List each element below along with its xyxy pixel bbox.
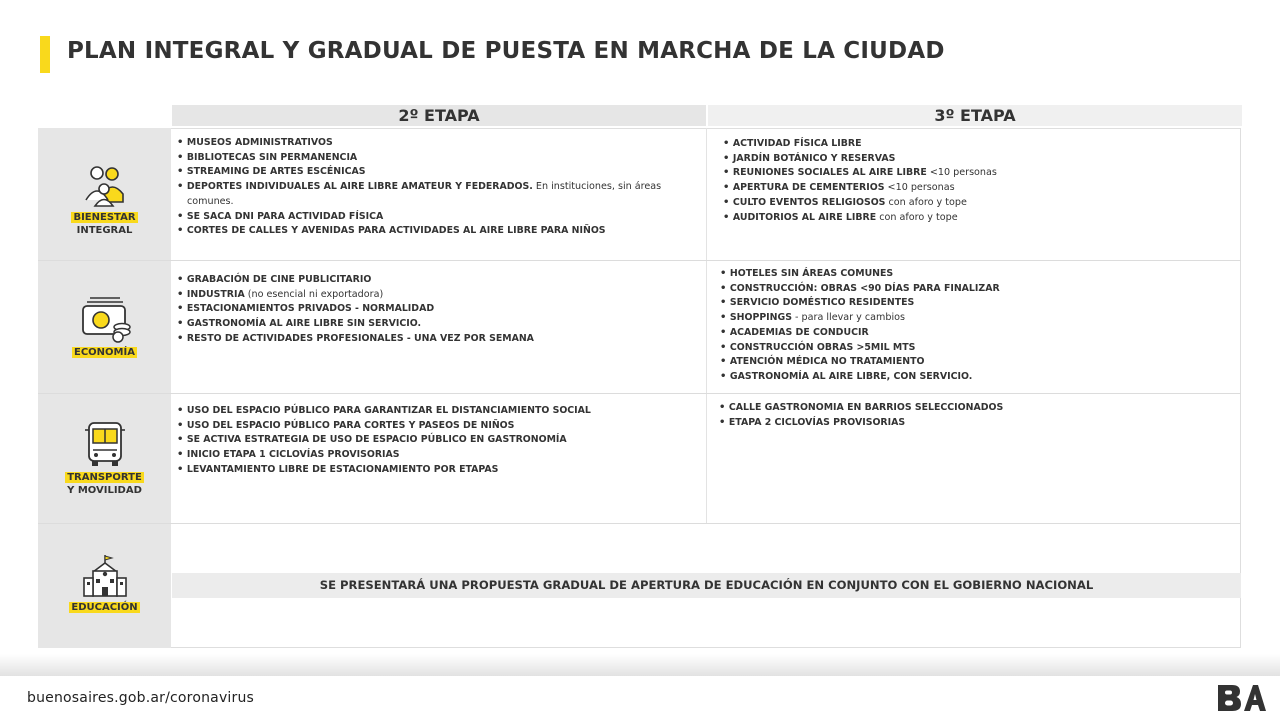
list-item-detail: <10 personas [884,182,955,194]
list-item-detail: - para llevar y cambios [791,312,906,324]
list-item [719,416,1229,431]
list-item [723,166,1233,181]
list-item-detail: con aforo y tope [876,211,958,223]
family-icon [81,162,129,208]
cell-transporte-stage2 [177,404,697,478]
school-icon [81,554,129,598]
footer-shadow [0,654,1280,676]
cell-economia-stage3 [720,267,1230,385]
category-educacion [38,554,171,614]
footer-url: buenosaires.gob.ar/coronavirus [27,690,255,706]
row-divider [38,260,1241,261]
category-label-highlight: ECONOMÍA [74,347,135,358]
list-item-bold: INICIO ETAPA 1 CICLOVÍAS PROVISORIAS [186,449,400,461]
list-item [720,326,1230,341]
row-divider [38,523,1241,524]
list-item [720,370,1230,385]
list-item [720,296,1230,311]
category-economia [38,295,171,359]
money-icon [78,295,132,343]
list-item [177,448,697,463]
list-item-bold: ACTIVIDAD FÍSICA LIBRE [732,138,862,149]
list-item [177,180,697,209]
list-item [177,404,697,419]
list-item-bold: CORTES DE CALLES Y AVENIDAS PARA ACTIVIDADES AL AIRE LIBRE PARA NIÑOS [186,225,606,237]
ba-logo-icon [1217,684,1267,712]
list-item-bold: USO DEL ESPACIO PÚBLICO PARA CORTES Y PASEOS DE NIÑOS [186,419,515,431]
list-item-bold: ETAPA 2 CICLOVÍAS PROVISORIAS [728,416,906,428]
list-item [177,332,697,347]
category-label-highlight: EDUCACIÓN [71,602,138,613]
category-label-highlight: TRANSPORTE [67,472,142,483]
list-item-bold: ATENCIÓN MÉDICA NO TRATAMIENTO [729,356,925,368]
category-label: INTEGRAL [76,225,133,236]
list-item-detail: En instituciones, sin áreas comunes. [187,181,662,207]
list-item-bold: CALLE GASTRONOMIA EN BARRIOS SELECCIONADOS [728,402,1004,413]
list-item-detail: (no esencial ni exportadora) [244,288,384,300]
list-item-bold: GASTRONOMÍA AL AIRE LIBRE SIN SERVICIO. [186,318,422,330]
list-item [177,273,697,288]
page-title: PLAN INTEGRAL Y GRADUAL DE PUESTA EN MARCHA DE LA CIUDAD [67,38,945,64]
list-item-bold: INDUSTRIA [186,288,245,300]
list-item-bold: BIBLIOTECAS SIN PERMANENCIA [186,151,358,163]
list-item-bold: GRABACIÓN DE CINE PUBLICITARIO [186,274,372,285]
list-item-bold: USO DEL ESPACIO PÚBLICO PARA GARANTIZAR EL DISTANCIAMIENTO SOCIAL [186,405,591,416]
column-divider [706,128,707,523]
cell-transporte-stage3 [719,401,1229,430]
list-item [723,211,1233,226]
list-item [720,282,1230,297]
list-item [177,136,697,151]
bus-icon [83,420,127,468]
category-label-highlight: BIENESTAR [73,212,136,223]
category-bienestar [38,162,171,237]
list-item-bold: CULTO EVENTOS RELIGIOSOS [732,196,886,208]
list-item [177,317,697,332]
list-item-bold: LEVANTAMIENTO LIBRE DE ESTACIONAMIENTO POR ETAPAS [186,463,499,475]
list-item [723,137,1233,152]
list-item-bold: SERVICIO DOMÉSTICO RESIDENTES [729,297,915,309]
list-item-bold: ESTACIONAMIENTOS PRIVADOS - NORMALIDAD [186,303,435,315]
list-item [723,152,1233,167]
list-item [720,355,1230,370]
title-accent-bar [40,36,50,73]
list-item-bold: GASTRONOMÍA AL AIRE LIBRE, CON SERVICIO. [729,370,973,382]
list-item [177,165,697,180]
list-item [177,433,697,448]
list-item [177,419,697,434]
list-item-detail: con aforo y tope [885,196,967,208]
list-item-bold: APERTURA DE CEMENTERIOS [732,182,885,194]
list-item-bold: REUNIONES SOCIALES AL AIRE LIBRE [732,167,927,179]
list-item [720,341,1230,356]
list-item-bold: SHOPPINGS [729,312,792,324]
list-item-bold: ACADEMIAS DE CONDUCIR [729,326,869,338]
cell-economia-stage2 [177,273,697,347]
list-item [719,401,1229,416]
column-header-stage-3: 3º ETAPA [708,105,1242,126]
column-header-stage-2: 2º ETAPA [172,105,706,126]
list-item [177,151,697,166]
list-item [177,210,697,225]
list-item-bold: AUDITORIOS AL AIRE LIBRE [732,211,877,223]
list-item [177,302,697,317]
list-item [720,267,1230,282]
list-item [177,288,697,303]
list-item-detail: <10 personas [926,167,997,179]
list-item-bold: JARDÍN BOTÁNICO Y RESERVAS [732,152,896,164]
list-item-bold: SE SACA DNI PARA ACTIVIDAD FÍSICA [186,210,384,222]
list-item-bold: HOTELES SIN ÁREAS COMUNES [729,268,894,279]
cell-bienestar-stage3 [723,137,1233,225]
category-label: Y MOVILIDAD [67,485,142,496]
list-item-bold: STREAMING DE ARTES ESCÉNICAS [186,166,366,178]
cell-bienestar-stage2 [177,136,697,239]
list-item-bold: MUSEOS ADMINISTRATIVOS [186,137,333,148]
row-divider [38,393,1241,394]
list-item-bold: DEPORTES INDIVIDUALES AL AIRE LIBRE AMATEUR Y FEDERADOS. [186,181,533,193]
category-transporte [38,420,171,497]
list-item-bold: RESTO DE ACTIVIDADES PROFESIONALES - UNA VEZ POR SEMANA [186,332,534,344]
list-item-bold: CONSTRUCCIÓN: OBRAS <90 DÍAS PARA FINALIZAR [729,282,1000,294]
list-item [177,463,697,478]
list-item [177,224,697,239]
list-item [720,311,1230,326]
education-note: SE PRESENTARÁ UNA PROPUESTA GRADUAL DE APERTURA DE EDUCACIÓN EN CONJUNTO CON EL GOBIERNO NACIONAL [172,573,1241,598]
list-item [723,181,1233,196]
list-item-bold: CONSTRUCCIÓN OBRAS >5MIL MTS [729,341,916,353]
list-item-bold: SE ACTIVA ESTRATEGIA DE USO DE ESPACIO PÚBLICO EN GASTRONOMÍA [186,434,567,446]
list-item [723,196,1233,211]
